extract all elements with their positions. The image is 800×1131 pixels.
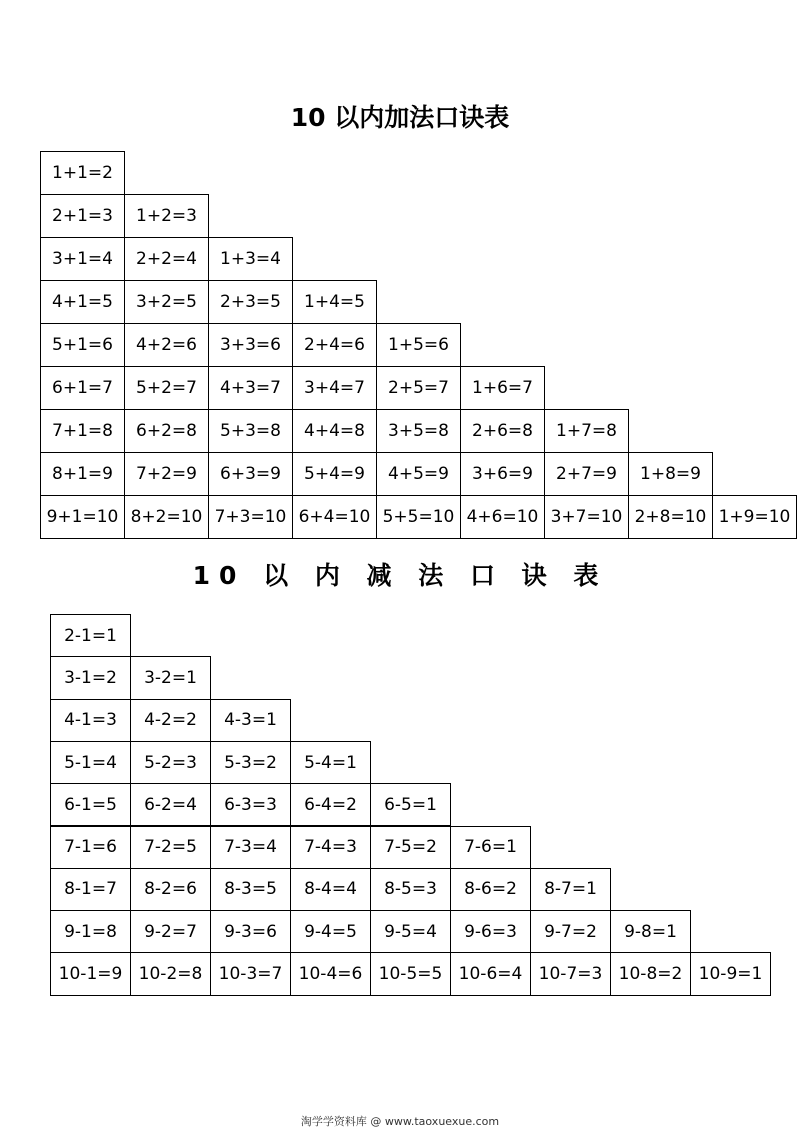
addition-cell: 3+7=10: [544, 495, 629, 539]
subtraction-cell: 8-4=4: [290, 868, 371, 911]
addition-cell: 2+8=10: [628, 495, 713, 539]
addition-cell: 2+5=7: [376, 366, 461, 410]
addition-cell: 1+8=9: [628, 452, 713, 496]
addition-cell: 1+7=8: [544, 409, 629, 453]
subtraction-cell: 10-9=1: [690, 952, 771, 995]
subtraction-cell: 5-1=4: [50, 741, 131, 784]
addition-cell: 4+4=8: [292, 409, 377, 453]
subtraction-cell: 7-1=6: [50, 826, 131, 869]
subtraction-cell: 5-2=3: [130, 741, 211, 784]
subtraction-cell: 10-5=5: [370, 952, 451, 995]
addition-cell: 6+3=9: [208, 452, 293, 496]
addition-cell: 8+1=9: [40, 452, 125, 496]
addition-cell: 3+6=9: [460, 452, 545, 496]
subtraction-cell: 9-7=2: [530, 910, 611, 953]
addition-cell: 4+6=10: [460, 495, 545, 539]
subtraction-cell: 10-6=4: [450, 952, 531, 995]
subtraction-cell: 6-4=2: [290, 783, 371, 826]
subtraction-cell: 4-3=1: [210, 699, 291, 742]
subtraction-cell: 9-8=1: [610, 910, 691, 953]
addition-cell: 2+6=8: [460, 409, 545, 453]
addition-cell: 2+4=6: [292, 323, 377, 367]
subtraction-cell: 8-2=6: [130, 868, 211, 911]
subtraction-cell: 9-2=7: [130, 910, 211, 953]
addition-cell: 2+1=3: [40, 194, 125, 238]
subtraction-cell: 3-1=2: [50, 656, 131, 699]
addition-cell: 1+9=10: [712, 495, 797, 539]
addition-cell: 6+2=8: [124, 409, 209, 453]
addition-cell: 8+2=10: [124, 495, 209, 539]
subtraction-cell: 9-6=3: [450, 910, 531, 953]
addition-cell: 3+5=8: [376, 409, 461, 453]
subtraction-cell: 6-5=1: [370, 783, 451, 826]
subtraction-cell: 10-3=7: [210, 952, 291, 995]
subtraction-cell: 6-1=5: [50, 783, 131, 826]
subtraction-cell: 9-3=6: [210, 910, 291, 953]
addition-table-title: 10 以内加法口诀表: [290, 103, 510, 132]
subtraction-cell: 8-7=1: [530, 868, 611, 911]
subtraction-cell: 9-5=4: [370, 910, 451, 953]
subtraction-cell: 8-1=7: [50, 868, 131, 911]
footer-watermark: 淘学学资料库 @ www.taoxuexue.com: [300, 1115, 500, 1128]
addition-cell: 2+7=9: [544, 452, 629, 496]
addition-cell: 1+6=7: [460, 366, 545, 410]
addition-cell: 1+5=6: [376, 323, 461, 367]
addition-cell: 1+3=4: [208, 237, 293, 281]
subtraction-cell: 7-3=4: [210, 826, 291, 869]
addition-cell: 5+5=10: [376, 495, 461, 539]
addition-cell: 2+3=5: [208, 280, 293, 324]
subtraction-cell: 7-2=5: [130, 826, 211, 869]
addition-cell: 6+1=7: [40, 366, 125, 410]
addition-cell: 1+2=3: [124, 194, 209, 238]
subtraction-cell: 10-2=8: [130, 952, 211, 995]
subtraction-cell: 7-6=1: [450, 826, 531, 869]
subtraction-cell: 8-6=2: [450, 868, 531, 911]
addition-cell: 1+4=5: [292, 280, 377, 324]
addition-cell: 7+2=9: [124, 452, 209, 496]
subtraction-cell: 8-3=5: [210, 868, 291, 911]
addition-cell: 4+3=7: [208, 366, 293, 410]
addition-cell: 9+1=10: [40, 495, 125, 539]
subtraction-cell: 8-5=3: [370, 868, 451, 911]
addition-cell: 5+1=6: [40, 323, 125, 367]
addition-cell: 3+1=4: [40, 237, 125, 281]
subtraction-cell: 6-3=3: [210, 783, 291, 826]
subtraction-cell: 10-7=3: [530, 952, 611, 995]
subtraction-cell: 4-1=3: [50, 699, 131, 742]
addition-cell: 7+1=8: [40, 409, 125, 453]
addition-cell: 4+5=9: [376, 452, 461, 496]
addition-cell: 5+4=9: [292, 452, 377, 496]
subtraction-cell: 9-1=8: [50, 910, 131, 953]
subtraction-cell: 7-5=2: [370, 826, 451, 869]
subtraction-cell: 2-1=1: [50, 614, 131, 657]
subtraction-cell: 9-4=5: [290, 910, 371, 953]
subtraction-cell: 4-2=2: [130, 699, 211, 742]
addition-cell: 1+1=2: [40, 151, 125, 195]
addition-cell: 3+3=6: [208, 323, 293, 367]
addition-cell: 4+2=6: [124, 323, 209, 367]
subtraction-cell: 7-4=3: [290, 826, 371, 869]
subtraction-cell: 5-4=1: [290, 741, 371, 784]
addition-cell: 4+1=5: [40, 280, 125, 324]
subtraction-table-title: 10 以 内 减 法 口 诀 表: [192, 561, 608, 590]
subtraction-cell: 10-4=6: [290, 952, 371, 995]
subtraction-table: [50, 614, 771, 996]
addition-cell: 5+2=7: [124, 366, 209, 410]
addition-cell: 6+4=10: [292, 495, 377, 539]
addition-table: [40, 151, 797, 539]
addition-cell: 5+3=8: [208, 409, 293, 453]
addition-cell: 3+2=5: [124, 280, 209, 324]
subtraction-cell: 6-2=4: [130, 783, 211, 826]
addition-cell: 2+2=4: [124, 237, 209, 281]
addition-cell: 3+4=7: [292, 366, 377, 410]
subtraction-cell: 5-3=2: [210, 741, 291, 784]
subtraction-cell: 10-8=2: [610, 952, 691, 995]
addition-cell: 7+3=10: [208, 495, 293, 539]
subtraction-cell: 10-1=9: [50, 952, 131, 995]
subtraction-cell: 3-2=1: [130, 656, 211, 699]
